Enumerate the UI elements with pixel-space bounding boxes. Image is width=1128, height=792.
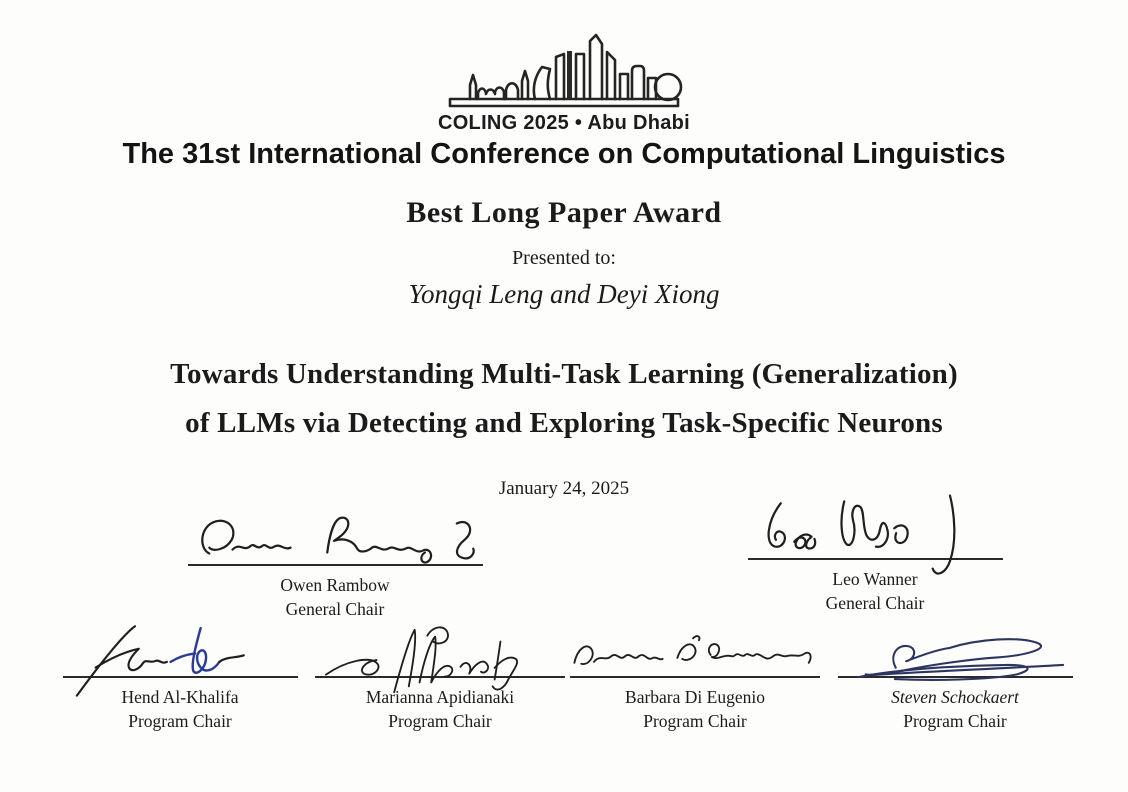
paper-title [0,350,1128,448]
signatory-role: Program Chair [643,711,747,731]
award-date: January 24, 2025 [498,478,630,499]
signature-block-leo-wanner [745,500,1005,615]
signatory-name: Barbara Di Eugenio [625,687,765,707]
barbara-di-eugenio-signature-icon [570,618,820,676]
signatory-name: Marianna Apidianaki [365,687,515,707]
signature-block-barbara-di-eugenio [570,618,820,733]
conference-title: The 31st International Conference on Computational Linguistics [122,138,1006,170]
signatory-role: General Chair [825,593,925,613]
signatory-role: Program Chair [128,711,232,731]
signatory-role: Program Chair [903,711,1007,731]
signatory-name: Hend Al-Khalifa [121,687,239,707]
signature-block-owen-rambow [185,506,485,621]
owen-rambow-signature-icon [185,506,485,564]
coling-logo [442,30,687,115]
paper-title-line1: Towards Understanding Multi-Task Learning (Generalization) [170,358,958,390]
logo-caption: COLING 2025 • Abu Dhabi [437,112,691,134]
signature-block-hend-al-khalifa [60,618,300,733]
signatory-name: Owen Rambow [280,575,390,595]
hend-al-khalifa-signature-icon [60,618,300,676]
signature-block-marianna-apidianaki [315,618,565,733]
signature-block-steven-schockaert [835,618,1075,733]
paper-title-line2: of LLMs via Detecting and Exploring Task-Specific Neurons [185,407,943,439]
presented-to-label: Presented to: [512,247,616,269]
steven-schockaert-signature-icon [835,618,1075,676]
leo-wanner-signature-icon [745,500,1005,558]
signatory-name: Steven Schockaert [891,687,1019,707]
award-title: Best Long Paper Award [406,196,722,229]
signatory-name: Leo Wanner [832,569,918,589]
marianna-apidianaki-signature-icon [315,618,565,676]
signatory-role: Program Chair [388,711,492,731]
recipients: Yongqi Leng and Deyi Xiong [408,279,720,309]
signatory-role: General Chair [285,599,385,619]
